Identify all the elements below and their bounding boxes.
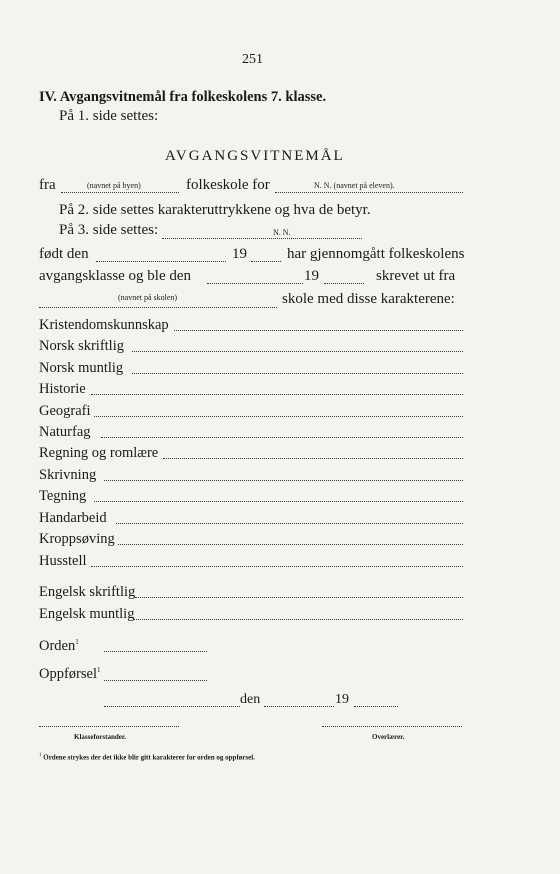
birth-year-prefix: 19 xyxy=(232,246,247,262)
avgangsklasse-text: avgangsklasse og ble den xyxy=(39,268,192,284)
footnote-text: Ordene strykes der det ikke blir gitt karakterer for orden og oppførsel. xyxy=(43,753,255,762)
gjennomgatt-text: har gjennomgått folkeskolens xyxy=(287,246,465,262)
date-line xyxy=(264,706,334,707)
subject-label: Husstell xyxy=(39,553,87,569)
city-hint: (navnet på byen) xyxy=(87,181,141,190)
subject-grade-line xyxy=(135,597,463,598)
signature-line-left xyxy=(39,726,179,727)
school-field-line xyxy=(39,307,277,308)
form-title: AVGANGSVITNEMÅL xyxy=(165,148,345,164)
signature-right-label: Overlærer. xyxy=(372,733,405,741)
subject-label: Handarbeid xyxy=(39,510,107,526)
subject-grade-line xyxy=(94,501,463,502)
signature-line-right xyxy=(322,726,462,727)
subject-label: Norsk muntlig xyxy=(39,360,124,376)
birth-date-line xyxy=(96,261,226,262)
subject-grade-line xyxy=(118,544,463,545)
place-line xyxy=(104,706,240,707)
subject-label: Engelsk muntlig xyxy=(39,606,135,622)
city-field-line xyxy=(61,192,179,193)
subject-grade-line xyxy=(132,373,463,374)
subject-label: Historie xyxy=(39,381,86,397)
side3-nn: N. N. xyxy=(273,228,291,237)
subject-grade-line xyxy=(91,394,463,395)
footnote-mark: 1 xyxy=(39,753,42,758)
subject-label: Regning og romlære xyxy=(39,445,159,461)
orden-label: Orden$^1$ xyxy=(39,638,79,654)
date-year-line xyxy=(354,706,398,707)
leave-year-prefix: 19 xyxy=(304,268,319,284)
subject-grade-line xyxy=(116,523,463,524)
subject-grade-line xyxy=(91,566,463,567)
date-year-prefix: 19 xyxy=(335,692,349,707)
student-hint: N. N. (navnet på eleven). xyxy=(314,181,395,190)
date-den: den xyxy=(240,692,261,707)
skole-text: skole med disse karakterene: xyxy=(282,291,455,307)
school-hint: (navnet på skolen) xyxy=(118,293,178,302)
subject-label: Geografi xyxy=(39,403,91,419)
side2-instruction: På 2. side settes karakteruttrykkene og hva de betyr. xyxy=(59,202,371,218)
subject-label: Norsk skriftlig xyxy=(39,338,124,354)
subject-label: Naturfag xyxy=(39,424,91,440)
subject-label: Kroppsøving xyxy=(39,531,115,547)
subject-grade-line xyxy=(174,330,463,331)
subject-grade-line xyxy=(134,619,463,620)
birth-year-line xyxy=(251,261,281,262)
side3-field-line xyxy=(162,238,362,239)
leave-date-line xyxy=(207,283,303,284)
oppforsel-label: Oppførsel$^1$ xyxy=(39,666,101,682)
subject-label: Skrivning xyxy=(39,467,97,483)
fodt-den-label: født den xyxy=(39,246,89,262)
section-heading: IV. Avgangsvitnemål fra folkeskolens 7. klasse. xyxy=(39,89,327,105)
folkeskole-for-label: folkeskole for xyxy=(186,177,270,193)
subject-label: Kristendomskunnskap xyxy=(39,317,169,333)
orden-grade-line xyxy=(104,651,207,652)
subject-grade-line xyxy=(104,480,463,481)
fra-label: fra xyxy=(39,177,56,193)
page-number: 251 xyxy=(242,52,263,67)
footnote xyxy=(39,753,255,761)
leave-year-line xyxy=(324,283,364,284)
subject-grade-line xyxy=(101,437,463,438)
side3-instruction: På 3. side settes: xyxy=(59,222,159,238)
student-field-line xyxy=(275,192,463,193)
side1-instruction: På 1. side settes: xyxy=(59,108,159,124)
skrevet-text: skrevet ut fra xyxy=(376,268,456,284)
subject-grade-line xyxy=(94,416,463,417)
subject-label: Tegning xyxy=(39,488,87,504)
subject-label: Engelsk skriftlig xyxy=(39,584,136,600)
oppforsel-grade-line xyxy=(104,680,207,681)
subject-grade-line xyxy=(132,351,463,352)
signature-left-label: Klasseforstander. xyxy=(74,733,127,741)
subject-grade-line xyxy=(163,458,463,459)
